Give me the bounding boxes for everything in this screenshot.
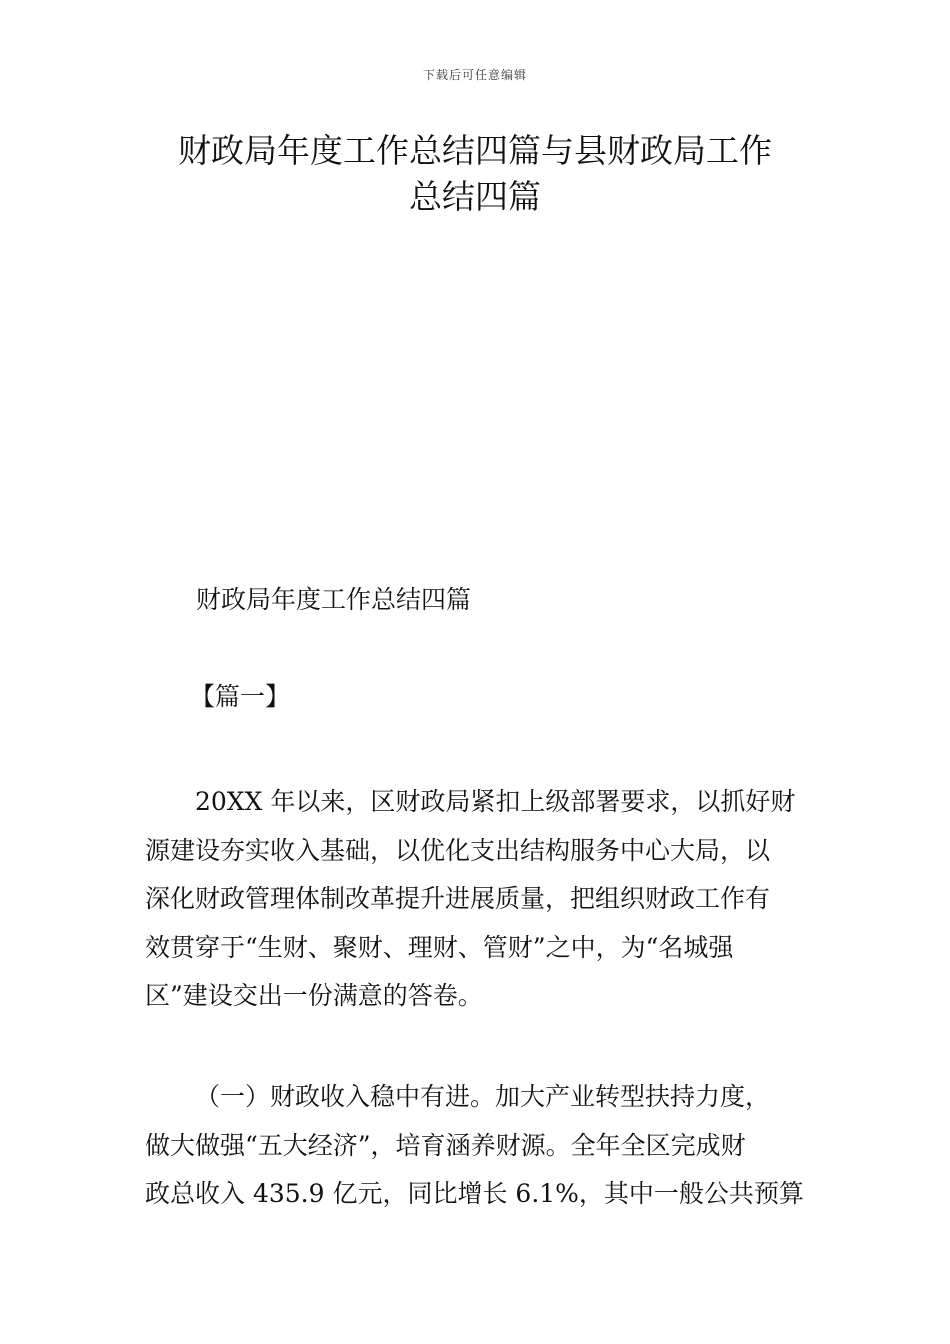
paragraph-2 bbox=[145, 1073, 810, 1219]
paragraph-line: 政总收入 435.9 亿元，同比增长 6.1%，其中一般公共预算 bbox=[145, 1179, 804, 1208]
header-note: 下载后可任意编辑 bbox=[422, 68, 527, 82]
document-title-line-1: 财政局年度工作总结四篇与县财政局工作 bbox=[178, 131, 772, 170]
paragraph-line: 做大做强“五大经济”，培育涵养财源。全年全区完成财 bbox=[145, 1130, 746, 1160]
document-title bbox=[100, 128, 850, 220]
part-label: 【篇一】 bbox=[190, 682, 291, 711]
paragraph-line: 源建设夯实收入基础，以优化支出结构服务中心大局，以 bbox=[145, 835, 771, 865]
paragraph-line: 效贯穿于“生财、聚财、理财、管财”之中，为“名城强 bbox=[145, 932, 734, 962]
paragraph-1 bbox=[145, 778, 810, 1021]
paragraph-line: 深化财政管理体制改革提升进展质量，把组织财政工作有 bbox=[145, 884, 771, 913]
section-heading: 财政局年度工作总结四篇 bbox=[196, 585, 472, 614]
paragraph-line: 20XX 年以来，区财政局紧扣上级部署要求，以抓好财 bbox=[195, 787, 796, 816]
paragraph-line: （一）财政收入稳中有进。加大产业转型扶持力度， bbox=[195, 1082, 771, 1111]
document-title-line-2: 总结四篇 bbox=[409, 177, 541, 216]
paragraph-line: 区”建设交出一份满意的答卷。 bbox=[145, 981, 483, 1010]
